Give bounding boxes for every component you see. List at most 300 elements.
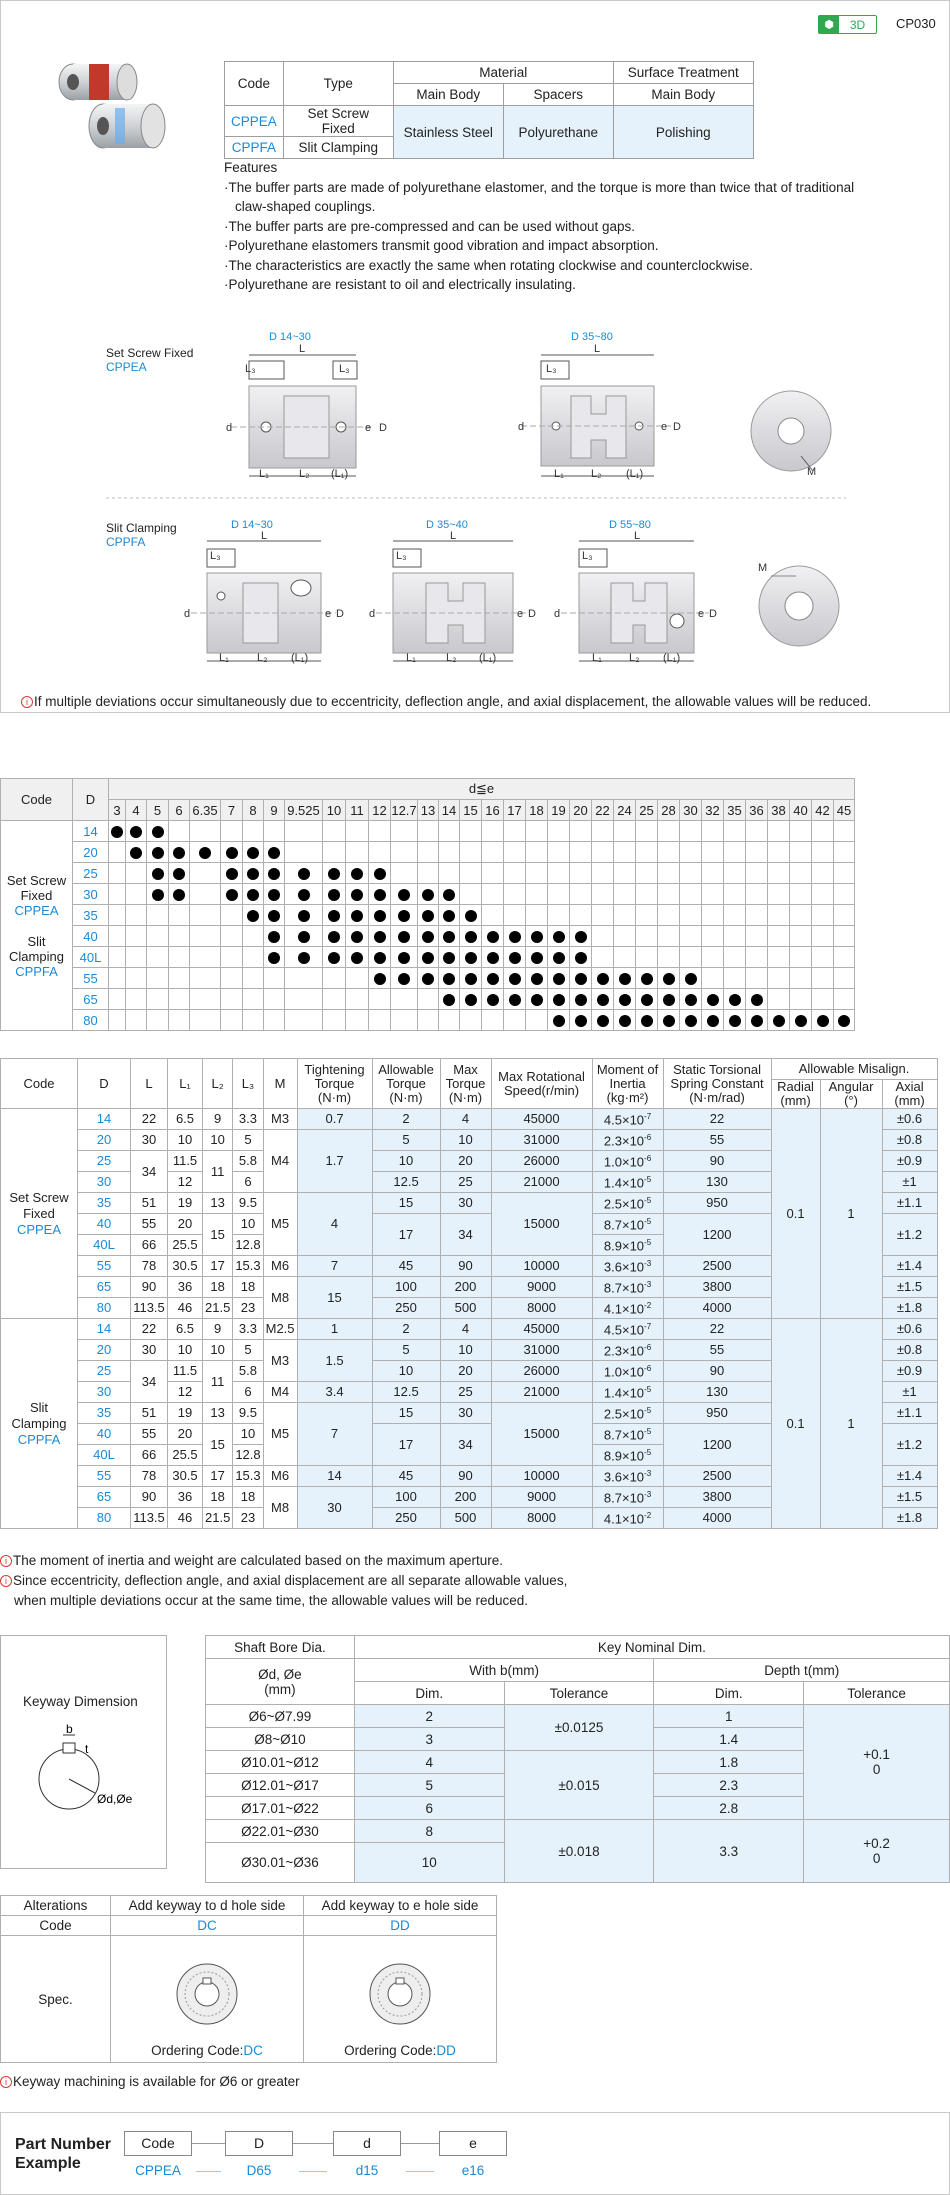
compat-dot xyxy=(247,910,259,922)
spec-allow: 12.5 xyxy=(372,1382,440,1403)
compat-dot xyxy=(531,952,543,964)
spec-max: 4 xyxy=(440,1109,491,1130)
spec-L: 22 xyxy=(131,1109,168,1130)
spec-L2: 18 xyxy=(203,1487,233,1508)
compat-dot xyxy=(487,994,499,1006)
compat-dot xyxy=(575,931,587,943)
max-unit: (N·m) xyxy=(448,1089,483,1105)
compat-dot xyxy=(298,910,310,922)
kw-mm: (mm) xyxy=(264,1681,296,1697)
spec-L: 66 xyxy=(131,1445,168,1466)
spec-static: 3800 xyxy=(663,1277,771,1298)
spec-L3: 9.5 xyxy=(233,1403,263,1424)
compat-dot xyxy=(465,994,477,1006)
spec-L2: 11 xyxy=(203,1151,233,1193)
compat-cell xyxy=(109,905,126,926)
compat-dot xyxy=(729,1015,741,1027)
spec-L1: 36 xyxy=(168,1487,203,1508)
compat-cell xyxy=(636,926,658,947)
compat-cell xyxy=(812,863,834,884)
compat-cell xyxy=(790,863,812,884)
compat-cell xyxy=(570,989,592,1010)
compat-cell xyxy=(169,863,190,884)
svg-text:d: d xyxy=(184,608,191,620)
spec-L1: 20 xyxy=(168,1214,203,1235)
compat-dot xyxy=(509,973,521,985)
compat-cell xyxy=(126,1010,147,1031)
spec-L1: 20 xyxy=(168,1424,203,1445)
spec-M: M3 xyxy=(263,1109,297,1130)
spec-L2: 17 xyxy=(203,1466,233,1487)
spec-L1: 25.5 xyxy=(168,1445,203,1466)
spec-tight: 3.4 xyxy=(297,1382,372,1403)
compat-cell xyxy=(439,989,460,1010)
compat-cell xyxy=(243,1010,264,1031)
spec-static: 22 xyxy=(663,1319,771,1340)
compat-dot xyxy=(247,847,259,859)
compat-dot xyxy=(152,847,164,859)
cube-icon: ⬢ xyxy=(819,16,839,33)
spec-L1: 10 xyxy=(168,1130,203,1151)
spec-moment: $8.7\times 10^{-3}$ xyxy=(592,1277,663,1298)
slit-text: Slit Clamping xyxy=(106,521,177,535)
spec-static: 950 xyxy=(663,1403,771,1424)
compat-col-40: 40 xyxy=(790,800,812,821)
compat-cell xyxy=(526,926,548,947)
deviation-note xyxy=(21,694,871,709)
compat-dot xyxy=(298,931,310,943)
compat-dot xyxy=(795,1015,807,1027)
compat-cell xyxy=(636,884,658,905)
compat-col-30: 30 xyxy=(680,800,702,821)
compat-D[interactable]: 25 xyxy=(73,863,109,884)
kw-head-shaft: Shaft Bore Dia. xyxy=(206,1636,355,1659)
compat-cell xyxy=(243,947,264,968)
spec-D[interactable]: 65 xyxy=(78,1277,131,1298)
compat-cell xyxy=(346,989,369,1010)
compat-cell xyxy=(702,863,724,884)
compat-cell xyxy=(768,947,790,968)
svg-text:(L₁): (L₁) xyxy=(331,468,349,480)
compat-cell xyxy=(418,947,439,968)
compat-cell xyxy=(439,968,460,989)
alt-code-dd[interactable]: DD xyxy=(304,1916,497,1936)
spec-axial: ±1.5 xyxy=(882,1487,937,1508)
slit-code: CPPFA xyxy=(106,535,146,549)
spec-note-text: Since eccentricity, deflection angle, and axial displacement are all separate allowable values, xyxy=(13,1573,568,1588)
compat-col-12.7: 12.7 xyxy=(391,800,418,821)
spec-D[interactable]: 80 xyxy=(78,1508,131,1529)
kw-range: Ø8~Ø10 xyxy=(206,1728,355,1751)
spec-moment: $1.0\times 10^{-6}$ xyxy=(592,1361,663,1382)
spec-allow: 100 xyxy=(372,1487,440,1508)
spec-max: 25 xyxy=(440,1382,491,1403)
compat-dot xyxy=(173,868,185,880)
compat-cell xyxy=(285,989,323,1010)
spec-L3: 15.3 xyxy=(233,1466,263,1487)
compat-dot xyxy=(487,973,499,985)
compat-col-19: 19 xyxy=(548,800,570,821)
svg-text:D: D xyxy=(709,608,717,620)
spec-tight: 1.7 xyxy=(297,1130,372,1193)
compat-cell xyxy=(109,947,126,968)
compat-dot xyxy=(268,910,280,922)
compat-cell xyxy=(570,947,592,968)
compat-cell xyxy=(614,842,636,863)
spec-max: 10 xyxy=(440,1130,491,1151)
compat-cell xyxy=(636,863,658,884)
spec-head-angular xyxy=(820,1080,882,1109)
compat-cell xyxy=(285,821,323,842)
compat-cell xyxy=(658,926,680,947)
feature-item: ·The buffer parts are pre-compressed and can be used without gaps. xyxy=(224,218,635,234)
spec-speed: 10000 xyxy=(491,1256,592,1277)
compat-cell xyxy=(285,1010,323,1031)
compat-dot xyxy=(531,973,543,985)
svg-text:L₁: L₁ xyxy=(554,468,564,480)
compat-cell xyxy=(391,968,418,989)
compat-cell xyxy=(147,947,169,968)
spec-D[interactable]: 14 xyxy=(78,1109,131,1130)
compat-col-20: 20 xyxy=(570,800,592,821)
spec-D[interactable]: 65 xyxy=(78,1487,131,1508)
compat-D[interactable]: 14 xyxy=(73,821,109,842)
compat-cell xyxy=(346,905,369,926)
kw-head-width: With b(mm) xyxy=(354,1659,654,1682)
compat-cell xyxy=(418,926,439,947)
compat-dot xyxy=(619,1015,631,1027)
spec-max: 90 xyxy=(440,1466,491,1487)
svg-text:e: e xyxy=(325,608,332,620)
compat-cell xyxy=(636,821,658,842)
compat-cell xyxy=(369,989,391,1010)
spec-D[interactable]: 25 xyxy=(78,1361,131,1382)
svg-text:d: d xyxy=(518,421,525,433)
compat-dot xyxy=(641,994,653,1006)
compat-cell xyxy=(221,905,243,926)
compat-dot xyxy=(298,952,310,964)
mat-spacers-value: Polyurethane xyxy=(503,106,613,159)
compat-D[interactable]: 30 xyxy=(73,884,109,905)
spec-D[interactable]: 20 xyxy=(78,1340,131,1361)
drawing-title: D 14~30 xyxy=(231,519,273,531)
compat-cell xyxy=(264,968,285,989)
pn-value-d: d15 xyxy=(355,2163,379,2178)
spec-D[interactable]: 55 xyxy=(78,1466,131,1487)
compat-cell xyxy=(834,821,855,842)
compat-col-9: 9 xyxy=(264,800,285,821)
compat-cell xyxy=(746,968,768,989)
compat-cell xyxy=(834,842,855,863)
compat-cell xyxy=(190,842,221,863)
compat-cell xyxy=(391,842,418,863)
spec-axial: ±0.6 xyxy=(882,1109,937,1130)
spec-max: 500 xyxy=(440,1508,491,1529)
svg-text:L: L xyxy=(634,530,641,542)
compat-cell xyxy=(614,905,636,926)
compat-D[interactable]: 20 xyxy=(73,842,109,863)
compat-cell xyxy=(482,947,504,968)
spec-D[interactable]: 80 xyxy=(78,1298,131,1319)
angular-label: Angular xyxy=(828,1079,874,1094)
compat-cell xyxy=(460,842,482,863)
compat-col-12: 12 xyxy=(369,800,391,821)
spec-axial: ±0.6 xyxy=(882,1319,937,1340)
compat-cell xyxy=(243,863,264,884)
spec-L1: 30.5 xyxy=(168,1256,203,1277)
spec-allow: 2 xyxy=(372,1109,440,1130)
compat-cell xyxy=(391,863,418,884)
spec-L2: 13 xyxy=(203,1403,233,1424)
compat-cell xyxy=(221,926,243,947)
compat-cell xyxy=(323,989,346,1010)
compat-cell xyxy=(460,884,482,905)
compat-cell xyxy=(391,989,418,1010)
compat-cell xyxy=(548,989,570,1010)
spec-L: 78 xyxy=(131,1256,168,1277)
compat-cell xyxy=(724,926,746,947)
pn-separator xyxy=(196,2171,221,2172)
compat-col-7: 7 xyxy=(221,800,243,821)
compat-dot xyxy=(268,952,280,964)
spec-head-radial xyxy=(771,1080,820,1109)
moment-label: Moment of Inertia xyxy=(596,1061,659,1091)
spec-axial: ±1.4 xyxy=(882,1466,937,1487)
compat-cell xyxy=(169,968,190,989)
spec-D[interactable]: 35 xyxy=(78,1403,131,1424)
compat-D[interactable]: 40 xyxy=(73,926,109,947)
spec-D[interactable]: 40 xyxy=(78,1214,131,1235)
spec-allow: 12.5 xyxy=(372,1172,440,1193)
bore-compat-table xyxy=(0,778,855,1031)
kw-range: Ø30.01~Ø36 xyxy=(206,1843,355,1883)
compat-cell xyxy=(592,926,614,947)
compat-cell xyxy=(570,842,592,863)
pn-title xyxy=(15,2135,111,2173)
compat-cell xyxy=(126,905,147,926)
spec-tight: 7 xyxy=(297,1256,372,1277)
drawing-title: D 35~80 xyxy=(571,331,613,343)
product-code: CP030 xyxy=(896,16,936,31)
spec-static: 2500 xyxy=(663,1256,771,1277)
compat-cell xyxy=(126,968,147,989)
spec-D[interactable]: 40L xyxy=(78,1235,131,1256)
compat-cell xyxy=(169,926,190,947)
compat-cell xyxy=(147,926,169,947)
compat-dot xyxy=(707,1015,719,1027)
compat-dot xyxy=(374,889,386,901)
compat-cell xyxy=(346,968,369,989)
static-label: Static Torsional Spring Constant xyxy=(670,1061,764,1091)
keyway-note xyxy=(0,2074,300,2089)
alt-head: Alterations xyxy=(1,1896,111,1916)
compat-col-45: 45 xyxy=(834,800,855,821)
features-title: Features xyxy=(224,160,278,175)
compat-cell xyxy=(190,968,221,989)
compat-dot xyxy=(553,931,565,943)
spec-tight: 14 xyxy=(297,1466,372,1487)
spec-speed: 26000 xyxy=(491,1151,592,1172)
compat-cell xyxy=(369,926,391,947)
spec-note-text: The moment of inertia and weight are calculated based on the maximum aperture. xyxy=(13,1553,504,1568)
compat-dot xyxy=(351,931,363,943)
mat-head-main: Main Body xyxy=(393,84,503,106)
spec-D[interactable]: 20 xyxy=(78,1130,131,1151)
drawing-set-screw-end-view xyxy=(751,391,831,478)
kw-ttol xyxy=(804,1705,950,1820)
svg-text:L₃: L₃ xyxy=(396,550,407,562)
compat-dot xyxy=(374,973,386,985)
alt-code-dc[interactable]: DC xyxy=(111,1916,304,1936)
spec-D[interactable]: 25 xyxy=(78,1151,131,1172)
order-code-dd: DD xyxy=(436,2043,456,2058)
spec-tight: 30 xyxy=(297,1487,372,1529)
spec-L1: 30.5 xyxy=(168,1466,203,1487)
spec-moment: $8.7\times 10^{-5}$ xyxy=(592,1214,663,1235)
compat-dot xyxy=(465,931,477,943)
alterations-table xyxy=(0,1895,497,2063)
svg-text:L₂: L₂ xyxy=(446,652,457,664)
spec-L3: 23 xyxy=(233,1508,263,1529)
spec-tight: 15 xyxy=(297,1277,372,1319)
spec-moment: $8.7\times 10^{-3}$ xyxy=(592,1487,663,1508)
spec-speed: 21000 xyxy=(491,1172,592,1193)
compat-cell xyxy=(614,884,636,905)
compat-cell xyxy=(790,968,812,989)
compat-cell xyxy=(346,926,369,947)
spec-L: 55 xyxy=(131,1424,168,1445)
compat-D[interactable]: 65 xyxy=(73,989,109,1010)
compat-D[interactable]: 80 xyxy=(73,1010,109,1031)
spec-max: 20 xyxy=(440,1361,491,1382)
compat-dot xyxy=(351,952,363,964)
spec-D[interactable]: 30 xyxy=(78,1382,131,1403)
svg-text:L₃: L₃ xyxy=(245,363,256,375)
compat-dot xyxy=(575,994,587,1006)
compat-dot xyxy=(328,931,340,943)
keyway-diagram xyxy=(0,1635,167,1869)
compat-dot xyxy=(398,931,410,943)
spec-D[interactable]: 30 xyxy=(78,1172,131,1193)
spec-moment: $3.6\times 10^{-3}$ xyxy=(592,1256,663,1277)
spec-allow: 10 xyxy=(372,1361,440,1382)
kw-range: Ø10.01~Ø12 xyxy=(206,1751,355,1774)
compat-cell xyxy=(109,1010,126,1031)
compat-cell xyxy=(680,842,702,863)
compat-cell xyxy=(570,821,592,842)
compat-cell xyxy=(658,821,680,842)
pn-separator xyxy=(406,2171,434,2172)
part-number-example xyxy=(0,2112,950,2195)
pn-separator xyxy=(299,2171,327,2172)
svg-text:d: d xyxy=(554,608,561,620)
spec-moment: $2.5\times 10^{-5}$ xyxy=(592,1193,663,1214)
compat-cell xyxy=(548,821,570,842)
compat-cell xyxy=(126,947,147,968)
spec-static: 1200 xyxy=(663,1424,771,1466)
compat-cell xyxy=(109,989,126,1010)
spec-L3: 3.3 xyxy=(233,1319,263,1340)
spec-max: 200 xyxy=(440,1277,491,1298)
spec-L1: 25.5 xyxy=(168,1235,203,1256)
compat-dot xyxy=(509,931,521,943)
spec-note xyxy=(0,1571,567,1591)
spec-max: 90 xyxy=(440,1256,491,1277)
kw-head-tol: Tolerance xyxy=(504,1682,654,1705)
tight-unit: (N·m) xyxy=(317,1089,352,1105)
mat-code-cppea[interactable]: CPPEA xyxy=(225,106,284,137)
compat-dot xyxy=(422,910,434,922)
compat-dot xyxy=(443,889,455,901)
compat-cell xyxy=(834,989,855,1010)
kw-b: 6 xyxy=(354,1797,504,1820)
compat-cell xyxy=(812,947,834,968)
compat-cell xyxy=(439,884,460,905)
compat-cell xyxy=(169,947,190,968)
spec-D[interactable]: 40L xyxy=(78,1445,131,1466)
compat-cell xyxy=(790,905,812,926)
mat-head-spacers: Spacers xyxy=(503,84,613,106)
compat-dot xyxy=(268,931,280,943)
compat-cell xyxy=(680,947,702,968)
spec-radial: 0.1 xyxy=(771,1109,820,1319)
compat-col-32: 32 xyxy=(702,800,724,821)
compat-cell xyxy=(592,821,614,842)
compat-D[interactable]: 40L xyxy=(73,947,109,968)
compat-cell xyxy=(834,968,855,989)
pn-separator xyxy=(192,2143,225,2144)
spec-allow: 15 xyxy=(372,1193,440,1214)
compat-cell xyxy=(391,1010,418,1031)
compat-col-4: 4 xyxy=(126,800,147,821)
compat-dot xyxy=(298,889,310,901)
mat-code-cppfa[interactable]: CPPFA xyxy=(225,137,284,159)
compat-cell xyxy=(746,863,768,884)
pn-value-e: e16 xyxy=(461,2163,485,2178)
compat-dot xyxy=(707,994,719,1006)
spec-D[interactable]: 35 xyxy=(78,1193,131,1214)
spec-L: 78 xyxy=(131,1466,168,1487)
spec-D[interactable]: 14 xyxy=(78,1319,131,1340)
compat-cell xyxy=(812,842,834,863)
compat-cell xyxy=(746,947,768,968)
spec-D[interactable]: 55 xyxy=(78,1256,131,1277)
svg-text:e: e xyxy=(365,422,372,434)
spec-head-max xyxy=(440,1059,491,1109)
mat-surface-value: Polishing xyxy=(613,106,753,159)
spec-L3: 5.8 xyxy=(233,1361,263,1382)
3d-label: 3D xyxy=(849,17,866,32)
compat-D[interactable]: 35 xyxy=(73,905,109,926)
compat-cell xyxy=(264,863,285,884)
spec-head-axial xyxy=(882,1080,937,1109)
spec-L: 34 xyxy=(131,1151,168,1193)
compat-cell xyxy=(369,905,391,926)
compat-cell xyxy=(243,884,264,905)
spec-head-speed: Max Rotational Speed(r/min) xyxy=(491,1059,592,1109)
compat-cell xyxy=(504,926,526,947)
spec-D[interactable]: 40 xyxy=(78,1424,131,1445)
compat-D[interactable]: 55 xyxy=(73,968,109,989)
spec-L3: 10 xyxy=(233,1424,263,1445)
compat-dot xyxy=(247,868,259,880)
compat-cell xyxy=(548,842,570,863)
spec-L3: 9.5 xyxy=(233,1193,263,1214)
compat-cell xyxy=(834,1010,855,1031)
compat-dot xyxy=(553,994,565,1006)
compat-dot xyxy=(443,910,455,922)
axial-label: Axial xyxy=(895,1079,924,1094)
